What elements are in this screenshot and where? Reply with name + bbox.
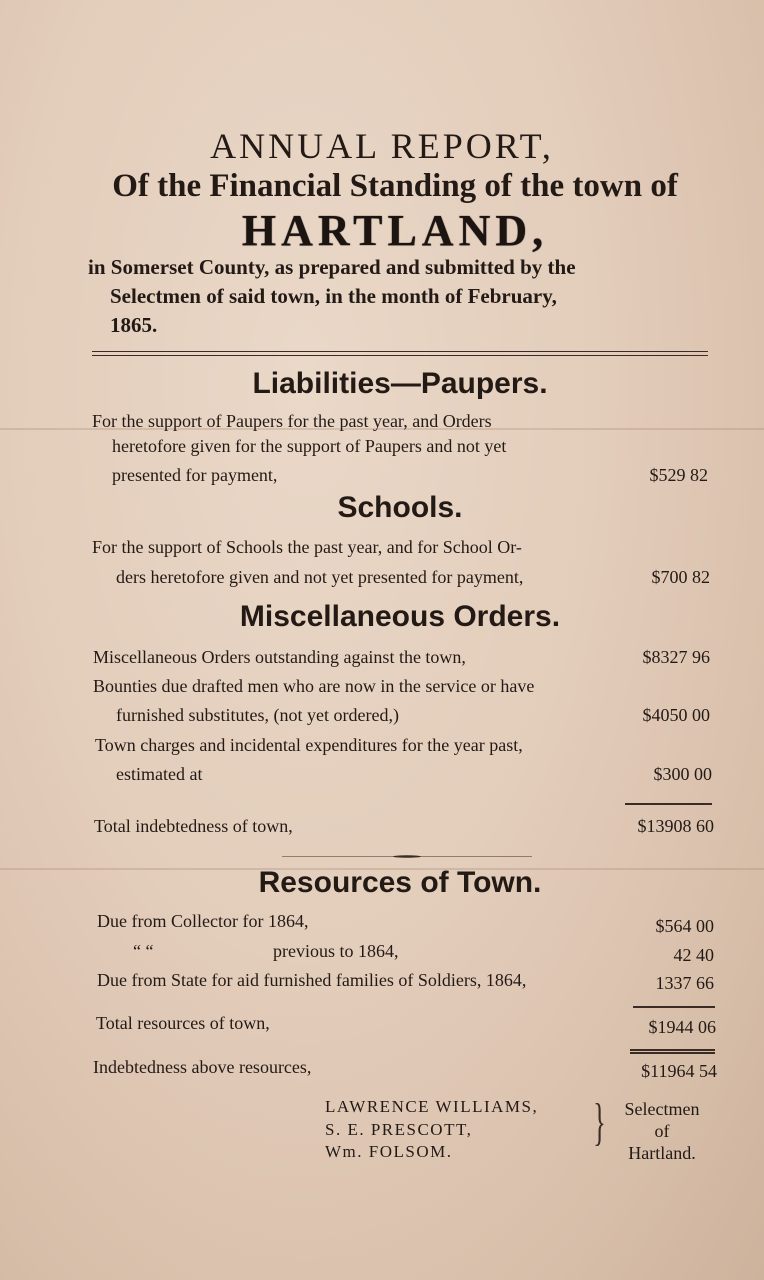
liability-text: For the support of Paupers for the past year, and Orders (92, 411, 492, 431)
section-heading-liabilities: Liabilities—Paupers. (252, 367, 548, 400)
section-heading-misc: Miscellaneous Orders. (239, 600, 561, 633)
report-intro (88, 253, 718, 340)
section-heading-schools: Schools. (337, 491, 463, 524)
section-heading-resources: Resources of Town. (258, 866, 542, 899)
selectmen-title: Hartland. (628, 1143, 696, 1163)
sum-rule (630, 1049, 715, 1051)
double-rule (92, 355, 708, 356)
ornament-divider (282, 855, 532, 858)
resource-amount: $564 00 (655, 916, 714, 936)
report-title: ANNUAL REPORT, (210, 126, 554, 166)
brace-glyph: } (593, 1094, 606, 1151)
balance-label: Indebtedness above resources, (93, 1057, 312, 1077)
resource-item: Due from State for aid furnished families of Soldiers, 1864, (97, 970, 527, 990)
misc-item: Miscellaneous Orders outstanding against the town, (93, 647, 466, 667)
schools-text: For the support of Schools the past year, and for School Or- (92, 537, 522, 557)
double-rule (92, 351, 708, 352)
schools-text: ders heretofore given and not yet presented for payment, (116, 567, 524, 587)
sum-rule (630, 1052, 715, 1054)
resource-amount: 1337 66 (655, 973, 714, 993)
intro-line: in Somerset County, as prepared and submitted by the (88, 255, 576, 279)
signatory-name: Wm. FOLSOM. (325, 1142, 453, 1161)
total-label: Total indebtedness of town, (94, 816, 293, 836)
liability-amount: $529 82 (649, 465, 708, 485)
resource-item: previous to 1864, (273, 941, 399, 961)
misc-item: estimated at (116, 764, 203, 784)
misc-item: furnished substitutes, (not yet ordered,) (116, 705, 399, 725)
resources-total-amount: $1944 06 (648, 1017, 716, 1037)
ditto-marks: “ “ (133, 941, 154, 961)
intro-line: Selectmen of said town, in the month of February, (110, 284, 557, 308)
schools-amount: $700 82 (651, 567, 710, 587)
signatory-name: LAWRENCE WILLIAMS, (325, 1097, 539, 1116)
misc-item: Bounties due drafted men who are now in the service or have (93, 676, 535, 696)
liability-text: heretofore given for the support of Paupers and not yet (112, 436, 507, 456)
sum-rule (625, 803, 712, 805)
total-amount: $13908 60 (637, 816, 714, 836)
intro-line: 1865. (110, 313, 158, 337)
misc-amount: $4050 00 (642, 705, 710, 725)
liability-text: presented for payment, (112, 465, 278, 485)
misc-amount: $8327 96 (642, 647, 710, 667)
resource-item: Due from Collector for 1864, (97, 911, 309, 931)
signatory-name: S. E. PRESCOTT, (325, 1120, 473, 1139)
sum-rule (633, 1006, 715, 1008)
resource-amount: 42 40 (673, 945, 714, 965)
selectmen-title: of (654, 1121, 670, 1141)
misc-amount: $300 00 (653, 764, 712, 784)
resources-total-label: Total resources of town, (96, 1013, 270, 1033)
misc-item: Town charges and incidental expenditures for the year past, (95, 735, 523, 755)
selectmen-title: Selectmen (624, 1099, 700, 1119)
report-subtitle: Of the Financial Standing of the town of (112, 168, 678, 204)
balance-amount: $11964 54 (641, 1061, 717, 1081)
town-name: HARTLAND, (241, 206, 549, 255)
